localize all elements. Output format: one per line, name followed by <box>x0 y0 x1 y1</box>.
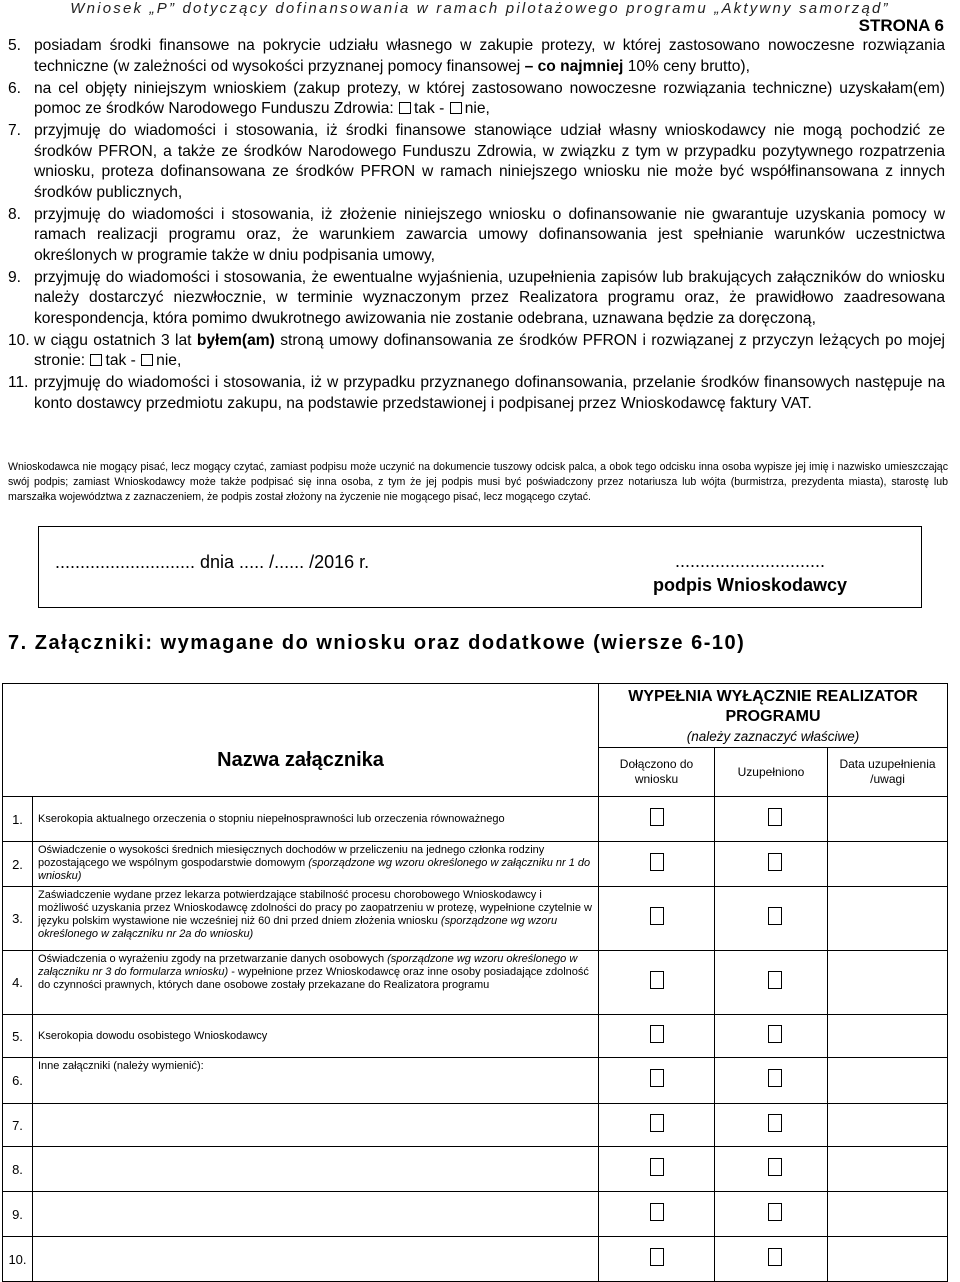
attached-checkbox-cell <box>599 887 715 951</box>
signature-dots: .............................. <box>675 551 826 571</box>
declaration-text <box>34 79 945 120</box>
attachment-name <box>33 951 599 1015</box>
attachments-table <box>2 683 948 1282</box>
completed-checkbox-cell <box>715 1192 828 1237</box>
attachment-name-part: Kserokopia aktualnego orzeczenia o stopniu niepełnosprawności lub orzeczenia równoważnego <box>38 812 505 825</box>
completed-checkbox-cell <box>715 887 828 951</box>
signature-field[interactable] <box>653 549 847 597</box>
declaration-number: 5. <box>8 37 22 54</box>
section-title: 7. Załączniki: wymagane do wniosku oraz dodatkowe (wiersze 6-10) <box>8 632 746 654</box>
realizator-subtitle: (należy zaznaczyć właściwe) <box>686 729 860 744</box>
completed-checkbox-cell <box>715 1058 828 1104</box>
row-number: 8. <box>3 1147 33 1192</box>
attached-checkbox[interactable] <box>650 1025 664 1043</box>
declaration-text-part: posiadam środki finansowe na pokrycie udziału własnego w zakupie protezy, w której zastosowano nowoczesne rozwiązania techniczne (w zależności od wysokości przyznanej pomocy finansowej <box>34 37 945 75</box>
completed-checkbox[interactable] <box>768 1158 782 1176</box>
attached-checkbox-cell <box>599 1192 715 1237</box>
completed-checkbox[interactable] <box>768 1203 782 1221</box>
row-number: 1. <box>3 797 33 842</box>
attachment-name <box>33 1015 599 1058</box>
attached-checkbox-cell <box>599 797 715 842</box>
attached-checkbox[interactable] <box>650 1248 664 1266</box>
completed-checkbox[interactable] <box>768 971 782 989</box>
table-row <box>3 1237 948 1282</box>
attached-checkbox[interactable] <box>650 971 664 989</box>
table-row <box>3 1147 948 1192</box>
date-notes-cell[interactable] <box>828 951 948 1015</box>
declaration-number: 6. <box>8 79 22 97</box>
declaration-text-part: przyjmuję do wiadomości i stosowania, iż środki finansowe stanowiące udział własny wnioskodawcy nie mogą pochodzić ze środków PFRON, a także ze środków Narodowego Funduszu Zdrowia, w związku z tym w przypadku pozytywnego rozpatrzenia wniosku, proteza dofinansowana ze środków PFRON w ramach niniejszego wniosku nie może być współfinansowana z innych środków publicznych, <box>34 122 945 201</box>
completed-checkbox[interactable] <box>768 1114 782 1132</box>
attachment-name <box>33 1237 599 1282</box>
row-number: 10. <box>3 1237 33 1282</box>
declaration-text-part: przyjmuję do wiadomości i stosowania, iż złożenie niniejszego wniosku o dofinansowanie nie gwarantuje uzyskania pomocy w ramach realizacji programu oraz, że warunkiem zawarcia umowy dofinansowania jest spełnianie warunków uczestnictwa określonych w programie także w dniu podpisania umowy, <box>34 205 945 264</box>
attached-checkbox-cell <box>599 951 715 1015</box>
attachment-name <box>33 1147 599 1192</box>
declaration-item <box>8 79 945 120</box>
date-notes-cell[interactable] <box>828 1192 948 1237</box>
date-notes-cell[interactable] <box>828 797 948 842</box>
date-notes-cell[interactable] <box>828 1015 948 1058</box>
attached-checkbox[interactable] <box>650 1158 664 1176</box>
signature-label: podpis Wnioskodawcy <box>653 575 848 595</box>
date-notes-cell[interactable] <box>828 1104 948 1147</box>
attachment-name <box>33 1104 599 1147</box>
attachment-name-part: Kserokopia dowodu osobistego Wnioskodawcy <box>38 1029 268 1042</box>
attached-checkbox[interactable] <box>650 1114 664 1132</box>
date-notes-cell[interactable] <box>828 1147 948 1192</box>
checkbox[interactable] <box>399 102 411 114</box>
row-number: 7. <box>3 1104 33 1147</box>
attached-checkbox-cell <box>599 842 715 887</box>
declaration-text-part: byłem(am) <box>196 331 275 349</box>
declaration-number: 8. <box>8 205 22 223</box>
declaration-text <box>34 268 945 330</box>
completed-checkbox-cell <box>715 1015 828 1058</box>
completed-checkbox-cell <box>715 797 828 842</box>
date-notes-cell[interactable] <box>828 1237 948 1282</box>
attachment-name <box>33 887 599 951</box>
realizator-title: WYPEŁNIA WYŁĄCZNIE REALIZATOR PROGRAMU <box>628 688 918 725</box>
attachment-name <box>33 1058 599 1104</box>
attachment-name-part: Oświadczenia o wyrażeniu zgody na przetwarzanie danych osobowych <box>38 953 388 965</box>
running-header: Wniosek „P” dotyczący dofinansowania w ramach pilotażowego programu „Aktywny samorząd” <box>70 0 890 17</box>
declaration-number: 11. <box>8 374 29 391</box>
attached-checkbox[interactable] <box>650 808 664 826</box>
attached-checkbox-cell <box>599 1015 715 1058</box>
table-row <box>3 951 948 1015</box>
completed-checkbox-cell <box>715 1237 828 1282</box>
declaration-number: 10. <box>8 331 30 349</box>
date-notes-cell[interactable] <box>828 887 948 951</box>
realizator-header <box>599 684 948 748</box>
table-row <box>3 1192 948 1237</box>
declaration-number: 7. <box>8 122 22 139</box>
declaration-text-part: przyjmuję do wiadomości i stosowania, że ewentualne wyjaśnienia, uzupełnienia zapisów lub brakujących załączników do wniosku należy dostarczyć niezwłocznie, w terminie wyznaczonym przez Realizatora programu oraz, że prawidłowo zaadresowana korespondencja, która pomimo dwukrotnego awizowania nie zostanie odebrana, uznawana będzie za doręczoną, <box>34 268 945 327</box>
attachment-name <box>33 842 599 887</box>
attached-checkbox[interactable] <box>650 907 664 925</box>
completed-checkbox-cell <box>715 951 828 1015</box>
declaration-text <box>34 331 945 372</box>
table-row <box>3 1015 948 1058</box>
declaration-item <box>8 36 945 77</box>
declaration-text-part: stroną umowy dofinansowania ze środków PFRON i rozwiązanej z przyczyn leżących po mojej stronie: <box>34 331 945 369</box>
table-row <box>3 887 948 951</box>
table-row <box>3 797 948 842</box>
completed-checkbox[interactable] <box>768 1025 782 1043</box>
declaration-text-part: nie, <box>464 100 490 117</box>
signature-note: Wnioskodawca nie mogący pisać, lecz mogący czytać, zamiast podpisu może uczynić na dokumencie tuszowy odcisk palca, a obok tego odcisku inna osoba wypisze jej imię i nazwisko umieszczając swój podpis; zamiast Wnioskodawcy może także podpisać się inna osoba, z tym że jej podpis musi być poświadczony przez notariusza lub wójta (burmistrza, prezydenta miasta), starostę lub marszałka województwa z zaznaczeniem, że podpis został złożony na życzenie nie mogącego pisać, lecz mogącego czytać. <box>8 461 948 503</box>
col-attached: Dołączono do wniosku <box>599 748 715 797</box>
declaration-number: 9. <box>8 268 22 286</box>
declaration-text-part: – co najmniej <box>524 57 624 75</box>
attachment-name <box>33 1192 599 1237</box>
signature-box <box>38 526 922 608</box>
completed-checkbox[interactable] <box>768 853 782 871</box>
declaration-item <box>8 373 945 414</box>
attachment-name-part: (sporządzone wg wzoru określonego w załączniku nr 2a do wniosku) <box>38 915 558 940</box>
completed-checkbox-cell <box>715 842 828 887</box>
row-number: 4. <box>3 951 33 1015</box>
declaration-text-part: tak - <box>105 352 141 369</box>
declaration-text <box>34 205 945 267</box>
row-number: 9. <box>3 1192 33 1237</box>
row-number: 5. <box>3 1015 33 1058</box>
declaration-text-part: na cel objęty niniejszym wnioskiem (zakup protezy, w której zastosowano nowoczesne rozwiązania techniczne) uzyskałam(em) pomoc ze środków Narodowego Funduszu Zdrowia: <box>34 79 945 117</box>
attachment-name-part: - wypełnione przez Wnioskodawcę oraz inne osoby posiadające zdolność do czynności prawnych, których dane osobowe zostały przekazane do Realizatora programu <box>38 966 589 991</box>
col-completed: Uzupełniono <box>715 748 828 797</box>
checkbox[interactable] <box>90 354 102 366</box>
row-number: 3. <box>3 887 33 951</box>
declaration-text-part: 10% ceny brutto), <box>623 57 750 75</box>
checkbox[interactable] <box>141 354 153 366</box>
declaration-text <box>34 121 945 203</box>
attachment-name-part: Inne załączniki (należy wymienić): <box>38 1060 204 1072</box>
page-number: STRONA 6 <box>858 16 944 35</box>
attachment-name <box>33 797 599 842</box>
completed-checkbox[interactable] <box>768 1248 782 1266</box>
completed-checkbox[interactable] <box>768 1069 782 1087</box>
date-notes-cell[interactable] <box>828 1058 948 1104</box>
declaration-text-part: nie, <box>156 352 182 369</box>
checkbox[interactable] <box>450 102 462 114</box>
attachment-name-part: Zaświadczenie wydane przez lekarza potwierdzające stabilność procesu chorobowego Wnioskodawcy i możliwość uzyskania przez Wnioskodawcę zdolności do pracy po zaopatrzeniu w protezę, wypełnione czytelnie w języku polskim wystawione nie wcześniej niż 60 dni przed dniem złożenia wniosku <box>38 889 592 927</box>
declaration-item <box>8 331 945 372</box>
attached-checkbox[interactable] <box>650 1203 664 1221</box>
attached-checkbox[interactable] <box>650 1069 664 1087</box>
table-row <box>3 1104 948 1147</box>
declaration-text <box>34 36 945 77</box>
col-date-notes: Data uzupełnienia /uwagi <box>828 748 948 797</box>
attached-checkbox-cell <box>599 1058 715 1104</box>
table-row <box>3 1058 948 1104</box>
attachment-name-part: (sporządzone wg wzoru określonego w załączniku nr 3 do formularza wniosku) <box>38 953 578 978</box>
declaration-text-part: przyjmuję do wiadomości i stosowania, iż w przypadku przyznanego dofinansowania, przelanie środków finansowych następuje na konto dostawcy przedmiotu zakupu, na podstawie przedstawionej i podpisanej przez Wnioskodawcę faktury VAT. <box>34 374 945 412</box>
attached-checkbox[interactable] <box>650 853 664 871</box>
attachment-name-part: Oświadczenie o wysokości średnich miesięcznych dochodów w przeliczeniu na jednego członka rodziny pozostającego we wspólnym gospodarstwie domowym <box>38 844 545 869</box>
declaration-text-part: w ciągu ostatnich 3 lat <box>34 331 197 349</box>
declaration-item <box>8 205 945 267</box>
attached-checkbox-cell <box>599 1104 715 1147</box>
completed-checkbox-cell <box>715 1147 828 1192</box>
attached-checkbox-cell <box>599 1147 715 1192</box>
date-line[interactable]: ............................ dnia ..... /...... /2016 r. <box>55 552 370 572</box>
declaration-item <box>8 268 945 330</box>
date-notes-cell[interactable] <box>828 842 948 887</box>
completed-checkbox[interactable] <box>768 808 782 826</box>
declarations-list <box>8 36 945 416</box>
declaration-text <box>34 373 945 414</box>
declaration-text-part: tak - <box>414 100 449 117</box>
completed-checkbox-cell <box>715 1104 828 1147</box>
declaration-item <box>8 121 945 203</box>
attachment-name-part: (sporządzone wg wzoru określonego w załączniku nr 1 do wniosku) <box>38 857 591 882</box>
completed-checkbox[interactable] <box>768 907 782 925</box>
table-row <box>3 842 948 887</box>
attached-checkbox-cell <box>599 1237 715 1282</box>
row-number: 2. <box>3 842 33 887</box>
row-number: 6. <box>3 1058 33 1104</box>
attachment-name-header: Nazwa załącznika <box>3 684 599 797</box>
